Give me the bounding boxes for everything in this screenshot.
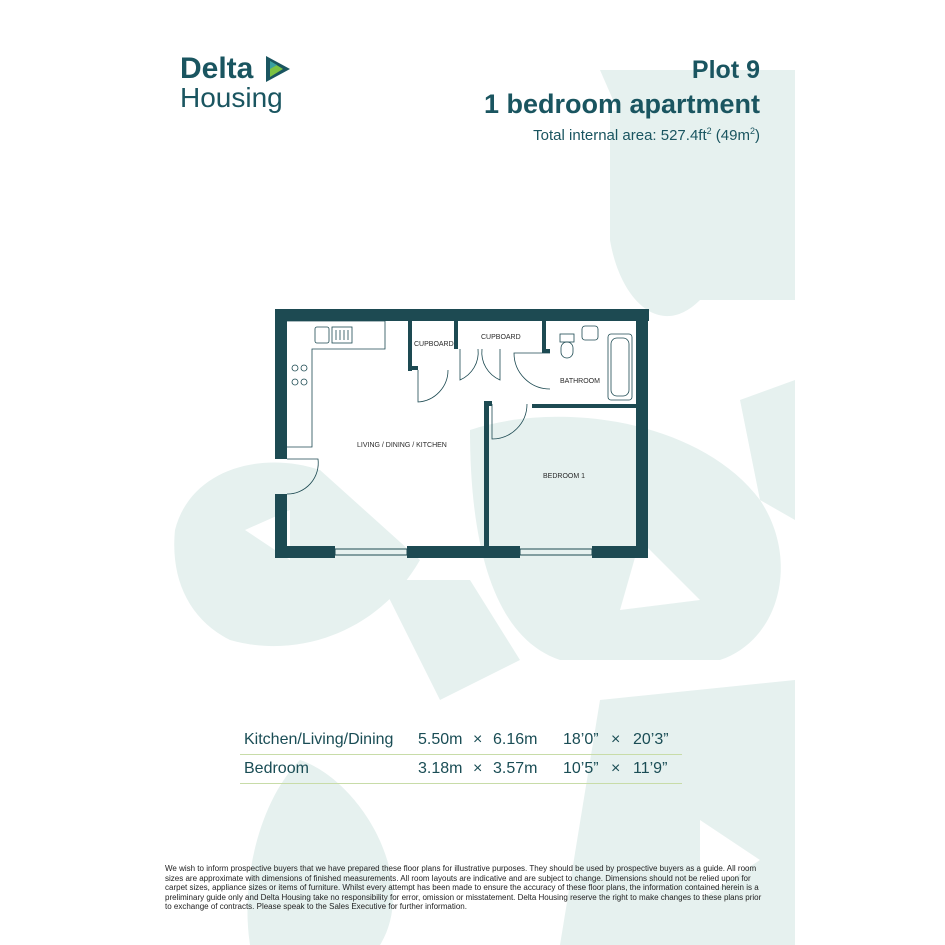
kitchen-units [287,321,385,447]
room-label-bathroom: BATHROOM [560,378,600,385]
floor-plan [270,304,655,566]
dimensions-table [240,728,682,784]
disclaimer-text: We wish to inform prospective buyers that we have prepared these floor plans for illustrative purposes. They should be used by prospective buyers as a guide. All room sizes are approximate with dimensions of finished measurements. All room layouts are indicative and are subject to change. Dimensions should not be relied upon for carpet sizes, appliance sizes or items of furniture. Whilst every attempt has been made to ensure the accuracy of these floor plans, the information contained herein is a preliminary guide only and Delta Housing take no responsibility for error, omission or misstatement. Delta Housing reserve the right to make changes to these plans prior to exchange of contracts. Please speak to the Sales Executive for further information. [165,864,762,912]
room-label-cupboard-1: CUPBOARD [414,341,454,348]
times-sign: × [473,760,483,777]
plot-title: Plot 9 [691,56,760,84]
imperial-width: 10’5” [563,760,599,777]
imperial-width: 18’0” [563,731,599,748]
times-sign: × [611,760,621,777]
logo-text-housing: Housing [180,82,283,113]
logo-text-delta: Delta [180,52,254,85]
metric-width: 5.50m [418,731,463,748]
room-name: Kitchen/Living/Dining [244,731,394,748]
metric-length: 6.16m [493,731,538,748]
metric-width: 3.18m [418,760,463,777]
room-label-cupboard-2: CUPBOARD [481,334,521,341]
bathroom-fixtures [560,326,632,400]
area-text-metric: (49m [711,127,750,144]
apartment-type: 1 bedroom apartment [483,89,760,119]
door-swings [287,349,550,494]
metric-length: 3.57m [493,760,538,777]
area-sup: 2 [706,126,712,136]
triangle-play-icon [264,54,292,84]
table-row [240,757,682,784]
area-close: ) [755,127,760,144]
total-area [484,126,760,144]
area-text: Total internal area: 527.4ft [533,127,707,144]
room-label-living: LIVING / DINING / KITCHEN [357,442,447,449]
title-block [484,54,760,144]
delta-housing-logo [180,52,310,122]
imperial-length: 20’3” [633,731,669,748]
walls [275,309,649,558]
room-name: Bedroom [244,760,309,777]
imperial-length: 11’9” [633,760,668,777]
area-sup-metric: 2 [749,126,755,136]
times-sign: × [473,731,483,748]
table-row [240,728,682,755]
room-label-bedroom: BEDROOM 1 [543,473,586,480]
times-sign: × [611,731,621,748]
